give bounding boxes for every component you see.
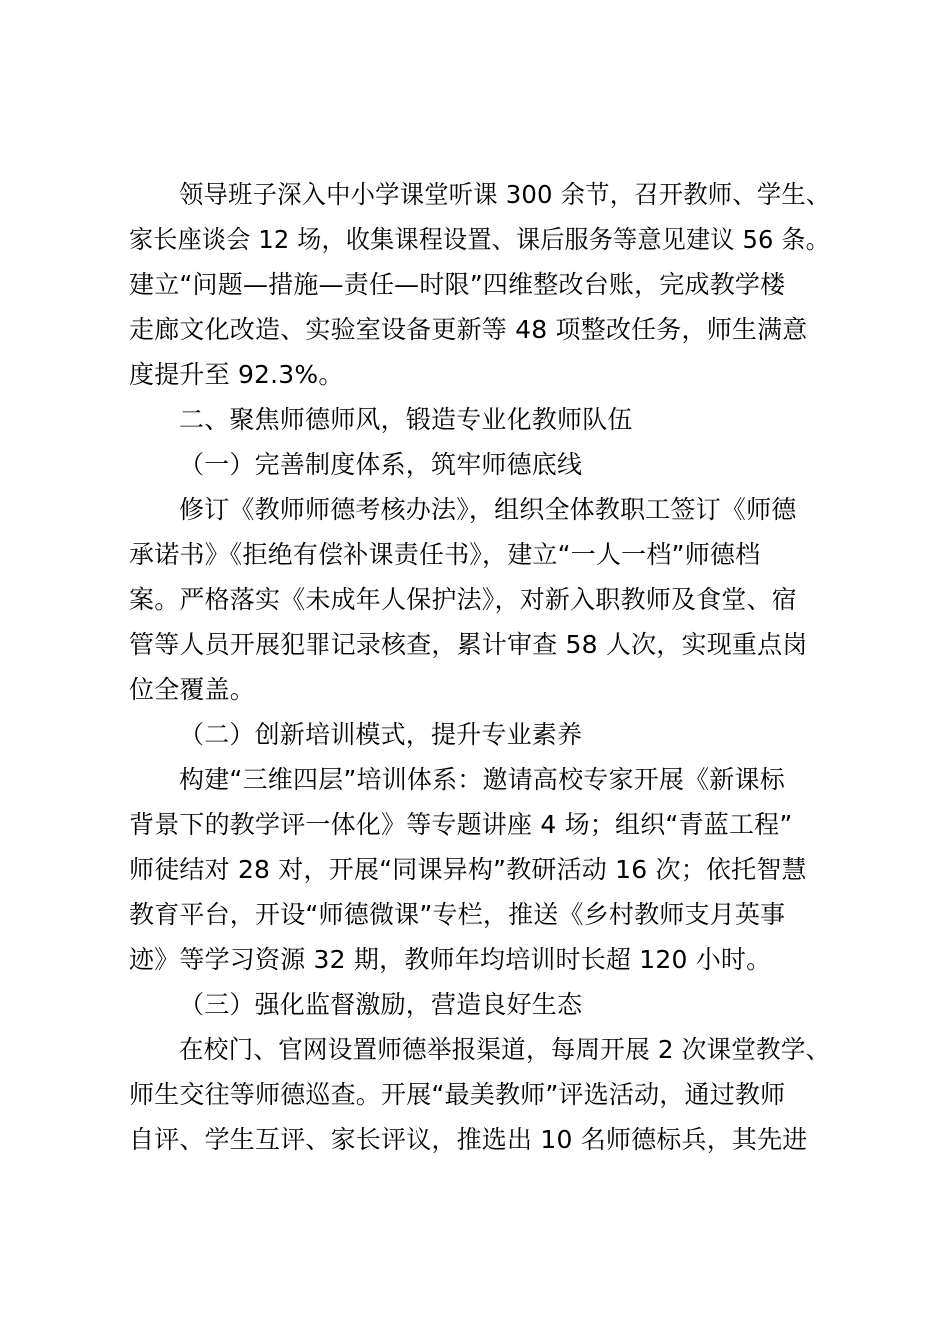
body-paragraph-line: 自评、学生互评、家长评议，推选出 10 名师德标兵，其先进 <box>129 1125 808 1154</box>
body-paragraph-line: 管等人员开展犯罪记录核查，累计审查 58 人次，实现重点岗 <box>129 630 808 659</box>
subsection-heading: （二）创新培训模式，提升专业素养 <box>179 720 583 749</box>
body-paragraph-line: 背景下的教学评一体化》等专题讲座 4 场；组织“青蓝工程” <box>129 810 793 839</box>
body-paragraph-line: 度提升至 92.3%。 <box>129 360 344 389</box>
body-paragraph-line: 修订《教师师德考核办法》，组织全体教职工签订《师德 <box>179 495 797 524</box>
body-paragraph-line: 教育平台，开设“师德微课”专栏，推送《乡村教师支月英事 <box>129 900 786 929</box>
body-paragraph-line: 师徒结对 28 对，开展“同课异构”教研活动 16 次；依托智慧 <box>129 855 807 884</box>
body-paragraph-line: 家长座谈会 12 场，收集课程设置、课后服务等意见建议 56 条。 <box>129 225 830 254</box>
subsection-heading: （一）完善制度体系，筑牢师德底线 <box>179 450 583 479</box>
body-paragraph-line: 位全覆盖。 <box>129 675 256 704</box>
body-paragraph-line: 走廊文化改造、实验室设备更新等 48 项整改任务，师生满意 <box>129 315 808 344</box>
subsection-heading: （三）强化监督激励，营造良好生态 <box>179 990 583 1019</box>
body-paragraph-line: 在校门、官网设置师德举报渠道，每周开展 2 次课堂教学、 <box>179 1035 831 1064</box>
body-paragraph-line: 师生交往等师德巡查。开展“最美教师”评选活动，通过教师 <box>129 1080 786 1109</box>
body-paragraph-line: 建立“问题—措施—责任—时限”四维整改台账，完成教学楼 <box>129 270 786 299</box>
body-paragraph-line: 领导班子深入中小学课堂听课 300 余节，召开教师、学生、 <box>179 180 831 209</box>
section-heading: 二、聚焦师德师风，锻造专业化教师队伍 <box>179 405 633 434</box>
body-paragraph-line: 构建“三维四层”培训体系：邀请高校专家开展《新课标 <box>179 765 785 794</box>
body-paragraph-line: 迹》等学习资源 32 期，教师年均培训时长超 120 小时。 <box>129 945 772 974</box>
body-paragraph-line: 案。严格落实《未成年人保护法》，对新入职教师及食堂、宿 <box>129 585 797 614</box>
body-paragraph-line: 承诺书》《拒绝有偿补课责任书》，建立“一人一档”师德档 <box>129 540 761 569</box>
